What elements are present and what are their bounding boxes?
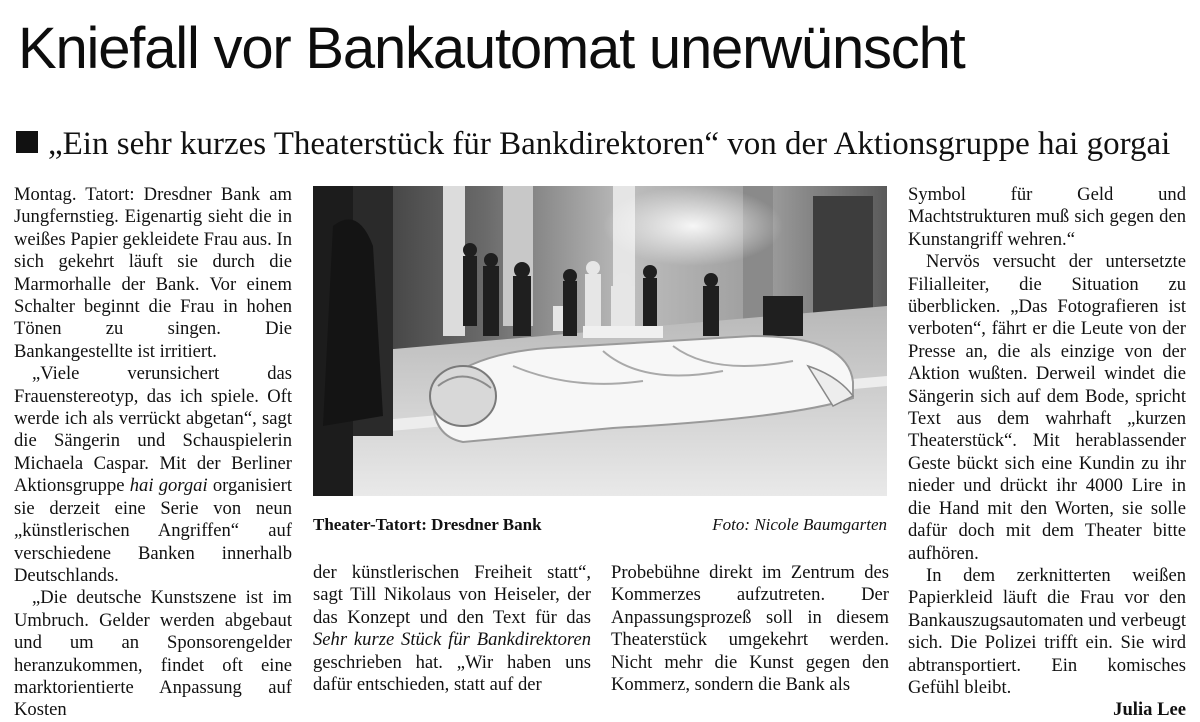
photo-caption: Theater-Tatort: Dresdner Bank	[313, 515, 542, 534]
text-column-2	[313, 562, 591, 696]
paragraph: In dem zerknitterten weißen Papierkleid läuft die Frau vor den Bankauszugsautomaten und verbeugt sich. Die Polizei trifft ein. Sie wird abtransportiert. Ein komisches Gefühl bleibt.	[908, 564, 1186, 698]
paragraph: „Die deutsche Kunstszene ist im Umbruch. Gelder werden abgebaut und um an Sponsorengelder heranzukommen, findet oft eine marktorientierte Anpassung auf Kosten	[14, 587, 292, 721]
paragraph: der künstlerischen Freiheit statt“, sagt Till Nikolaus von Heiseler, der das Konzept und den Text für das Sehr kurze Stück für Bankdirektoren geschrieben hat. „Wir haben uns dafür entschieden, statt auf der	[313, 562, 591, 696]
text-column-4	[908, 184, 1186, 722]
headline: Kniefall vor Bankautomat unerwünscht	[18, 16, 965, 81]
paragraph: Probebühne direkt im Zentrum des Kommerzes aufzutreten. Der Anpassungsprozeß soll in diesem Theaterstück umgekehrt werden. Nicht mehr die Kunst gegen den Kommerz, sondern die Bank als	[611, 562, 889, 696]
text-column-1	[14, 184, 292, 722]
photo-credit: Foto: Nicole Baumgarten	[712, 515, 887, 534]
paragraph: Symbol für Geld und Machtstrukturen muß sich gegen den Kunstangriff wehren.“	[908, 184, 1186, 250]
author-byline: Julia Lee	[1113, 699, 1186, 721]
paragraph: Nervös versucht der untersetzte Filialleiter, die Situation zu überblicken. „Das Fotografieren ist verboten“, fährt er die Leute von der Presse an, die als einzige von der Aktion wußten. Derweil windet die Sängerin sich auf dem Bode, spricht Text aus dem wahrhaft „kurzen Theaterstück“. Mit herablassender Geste bückt sich eine Kundin zu ihr nieder und drückt ihr 4000 Lire in die Hand mit den Worten, sie solle dafür doch mit dem Theater bitte aufhören.	[908, 251, 1186, 564]
bank-hall-photo	[313, 186, 887, 496]
paragraph: „Viele verunsichert das Frauenstereotyp, das ich spiele. Oft werde ich als verrückt abgetan“, sagt die Sängerin und Schauspielerin Michaela Caspar. Mit der Berliner Aktionsgruppe hai gorgai organisiert sie derzeit eine Serie von neun „künstlerischen Angriffen“ auf verschiedene Banken innerhalb Deutschlands.	[14, 363, 292, 586]
play-title: Sehr kurze Stück für Bankdirektoren	[313, 629, 591, 651]
text-column-3	[611, 562, 889, 696]
subheadline	[16, 122, 1170, 166]
subheadline-text: „Ein sehr kurzes Theaterstück für Bankdirektoren“ von der Aktionsgruppe hai gorgai	[48, 126, 1171, 162]
square-bullet-icon	[16, 131, 38, 153]
group-name: hai gorgai	[129, 475, 208, 497]
paragraph: Montag. Tatort: Dresdner Bank am Jungfernstieg. Eigenartig sieht die in weißes Papier gekleidete Frau aus. In sich gekehrt läuft sie durch die Marmorhalle der Bank. Vor einem Schalter beginnt die Frau in hohen Tönen zu singen. Die Bankangestellte ist irritiert.	[14, 184, 292, 362]
article-photo	[313, 186, 887, 496]
